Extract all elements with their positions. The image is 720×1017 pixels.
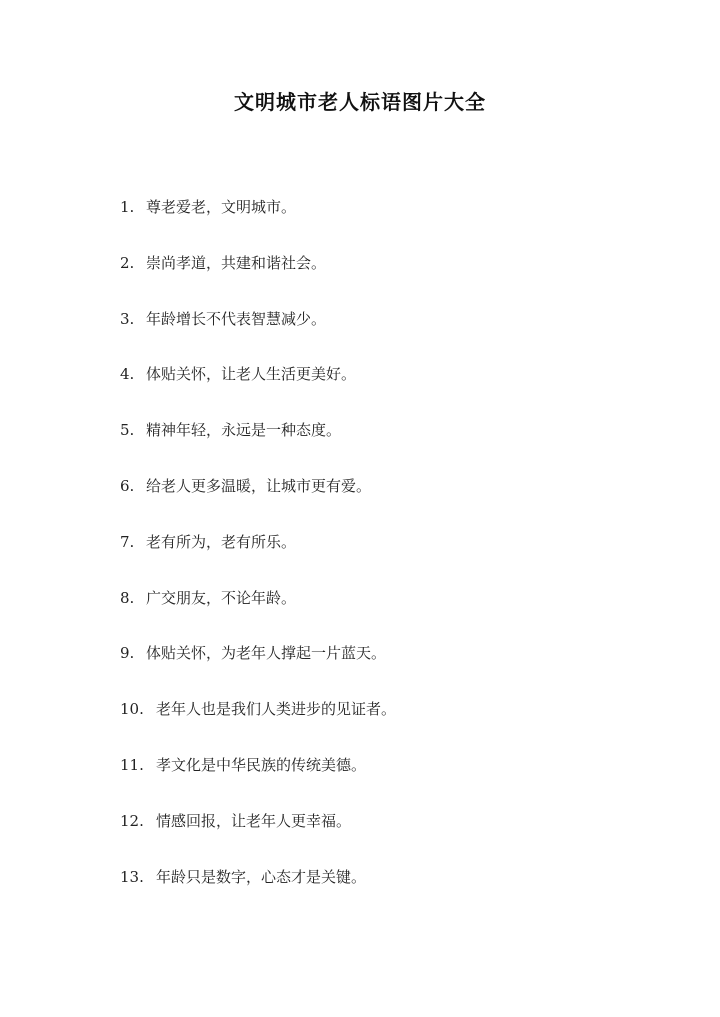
item-text: 广交朋友，不论年龄。 (146, 588, 297, 607)
item-number: 12. (120, 811, 144, 830)
item-text: 情感回报，让老年人更幸福。 (156, 811, 352, 830)
item-text: 老年人也是我们人类进步的见证者。 (156, 700, 397, 719)
item-text: 老有所为，老有所乐。 (146, 532, 297, 551)
item-number: 1. (120, 198, 135, 216)
list-item (120, 866, 396, 922)
list-item (120, 531, 396, 587)
item-number: 5. (120, 421, 135, 440)
item-number: 10. (120, 700, 144, 719)
list-item (120, 587, 396, 643)
list-item (120, 475, 396, 531)
item-text: 孝文化是中华民族的传统美德。 (156, 755, 367, 774)
item-number: 9. (120, 644, 135, 663)
page-title: 文明城市老人标语图片大全 (234, 90, 486, 114)
list-item (120, 754, 396, 810)
item-text: 体贴关怀，为老年人撑起一片蓝天。 (146, 644, 387, 663)
list-item (120, 196, 396, 252)
item-text: 年龄增长不代表智慧减少。 (146, 309, 327, 328)
item-text: 给老人更多温暖，让城市更有爱。 (146, 476, 372, 495)
item-number: 2. (120, 253, 135, 272)
item-text: 崇尚孝道，共建和谐社会。 (146, 253, 327, 272)
item-text: 年龄只是数字，心态才是关键。 (156, 867, 367, 886)
item-text: 尊老爱老，文明城市。 (146, 198, 297, 216)
item-number: 7. (120, 532, 135, 551)
list-item (120, 252, 396, 308)
list-item (120, 308, 396, 364)
slogan-list (120, 196, 396, 921)
item-number: 13. (120, 867, 144, 886)
list-item (120, 810, 396, 866)
item-number: 3. (120, 309, 135, 328)
item-number: 11. (120, 755, 144, 774)
list-item (120, 363, 396, 419)
list-item (120, 642, 396, 698)
item-text: 精神年轻，永远是一种态度。 (146, 421, 342, 440)
list-item (120, 698, 396, 754)
item-text: 体贴关怀，让老人生活更美好。 (146, 365, 357, 384)
list-item (120, 419, 396, 475)
item-number: 8. (120, 588, 135, 607)
item-number: 4. (120, 365, 135, 384)
item-number: 6. (120, 476, 135, 495)
